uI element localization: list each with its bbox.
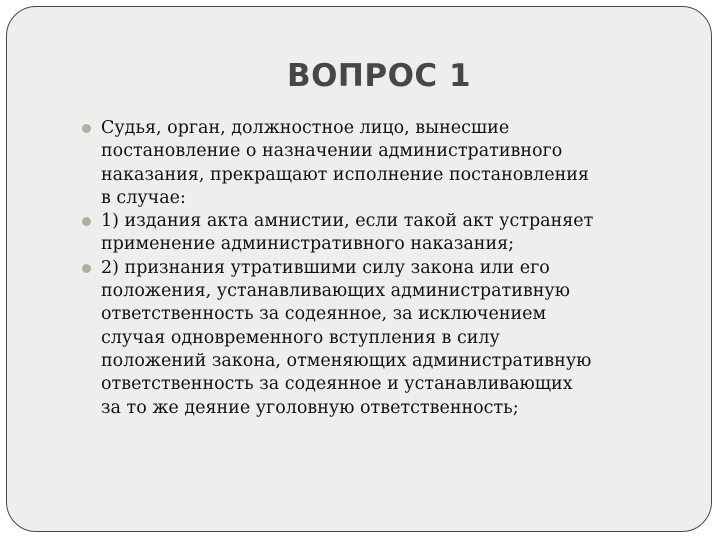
bullet-text-line: случая одновременного вступления в силу [101, 327, 500, 348]
bullet-text-line: ответственность за содеянное и устанавливающих [101, 374, 573, 395]
bullet-text-line: 2) признания утратившими силу закона или его [101, 257, 550, 278]
bullet-text-line: положений закона, отменяющих административную [101, 350, 592, 371]
bullet-text-line: в случае: [101, 187, 186, 208]
bullet-text-line: Судья, орган, должностное лицо, вынесшие [101, 118, 510, 138]
bullet-item-law-repeal [82, 257, 682, 420]
bullet-text-line: ответственность за содеянное, за исключением [101, 304, 547, 325]
bullet-list [82, 117, 682, 420]
bullet-marker-icon [82, 124, 91, 133]
bullet-text-line: постановление о назначении административного [101, 141, 563, 162]
slide-title: ВОПРОС 1 [286, 58, 472, 94]
bullet-text-line: положения, устанавливающих административную [101, 281, 570, 302]
bullet-text-line: наказания, прекращают исполнение постановления [101, 164, 589, 185]
bullet-item-intro [82, 117, 682, 210]
bullet-text-line: за то же деяние уголовную ответственность; [101, 397, 519, 418]
bullet-text-line: применение административного наказания; [101, 234, 515, 255]
bullet-marker-icon [82, 217, 91, 226]
bullet-text-line: 1) издания акта амнистии, если такой акт устраняет [101, 211, 594, 232]
bullet-marker-icon [82, 264, 91, 273]
bullet-item-amnesty [82, 210, 682, 257]
